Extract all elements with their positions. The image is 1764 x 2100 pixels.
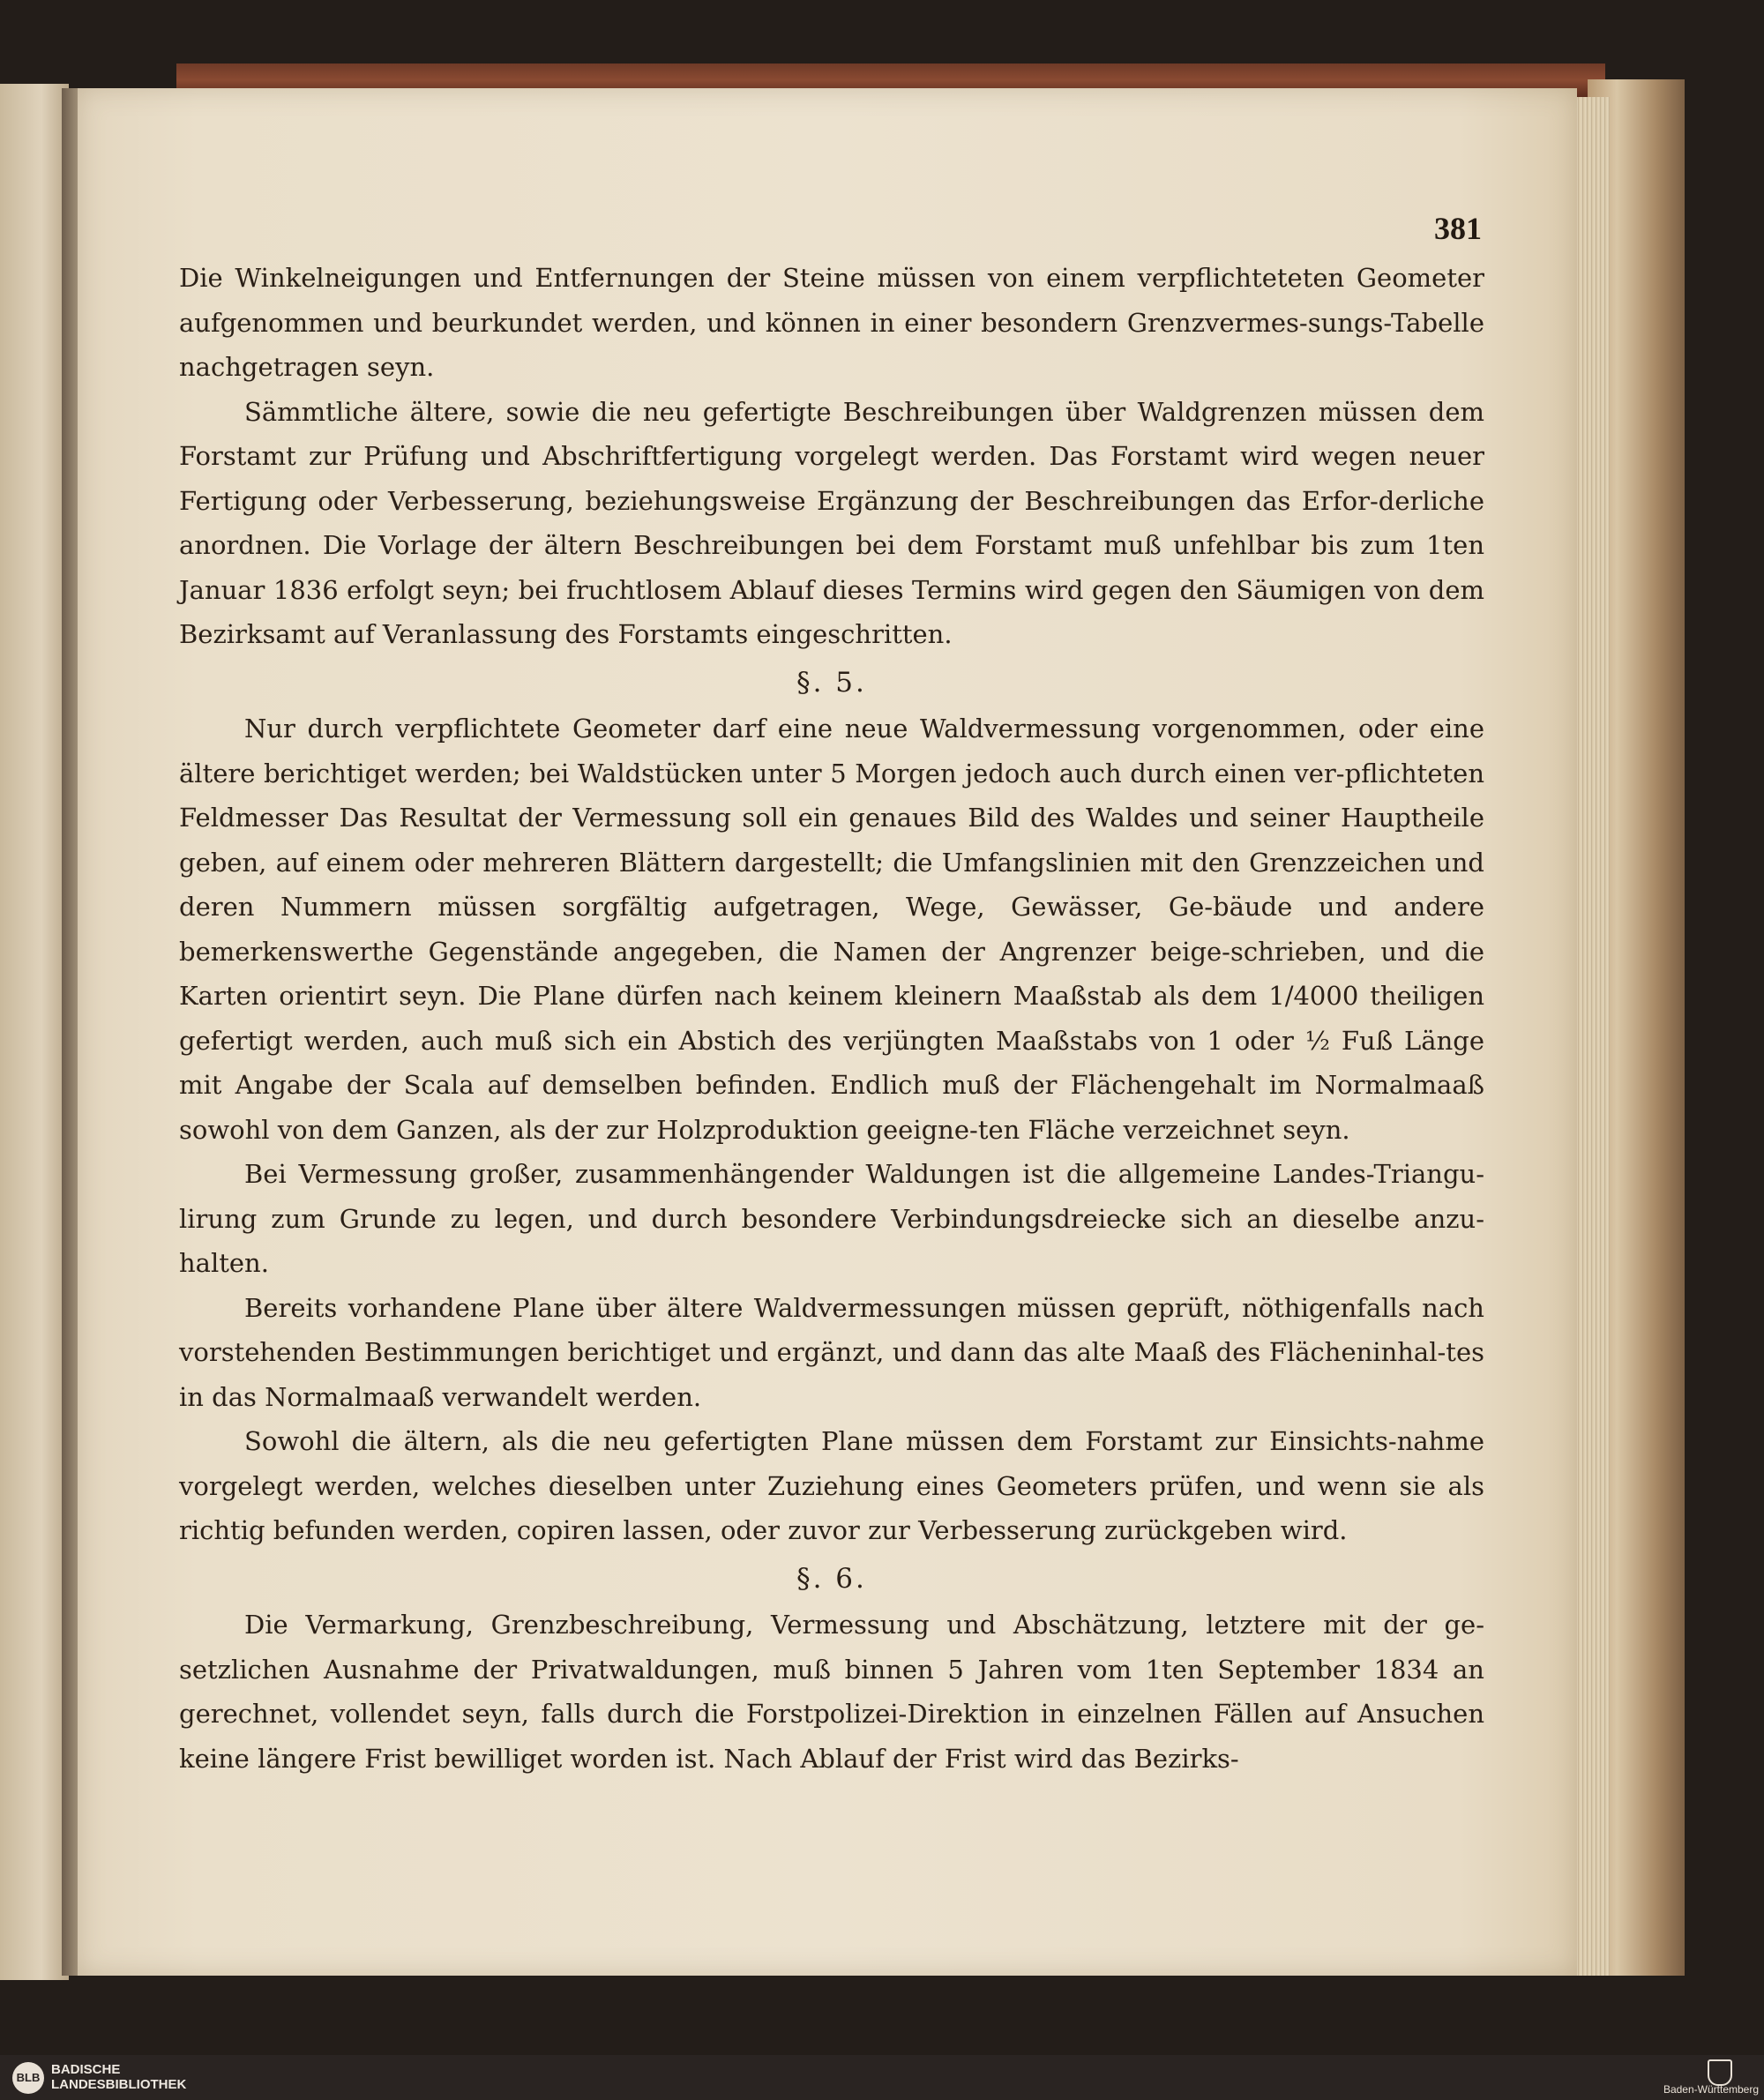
baden-wuerttemberg-label: Baden-Württemberg (1663, 2083, 1759, 2096)
page-body (179, 256, 1484, 1781)
paragraph: Sowohl die ältern, als die neu gefertigten Plane müssen dem Forstamt zur Einsichts-nahme vorgelegt werden, welches dieselben unter Zuziehung eines Geometers prüfen, und wenn sie als richtig befunden werden, copiren lassen, oder zuvor zur Verbesserung zurückgeben wird. (179, 1426, 1484, 1545)
section-heading-6: §. 6. (796, 1562, 867, 1595)
footer-bar (0, 2055, 1764, 2100)
paragraph: Bei Vermessung großer, zusammenhängender Waldungen ist die allgemeine Landes-Triangu-lirung zum Grunde zu legen, und durch besondere Verbindungsdreiecke sich an dieselbe anzu-halten. (179, 1159, 1484, 1278)
paragraph: Bereits vorhandene Plane über ältere Waldvermessungen müssen geprüft, nöthigenfalls nach vorstehenden Bestimmungen berichtiget und ergänzt, und dann das alte Maaß des Flächeninhal-tes in das Normalmaaß verwandelt werden. (179, 1292, 1484, 1412)
coat-of-arms-icon (1708, 2059, 1732, 2086)
left-page-edge (0, 84, 69, 1980)
library-name-line1: BADISCHE (51, 2062, 121, 2077)
library-name-line2: LANDESBIBLIOTHEK (51, 2077, 187, 2092)
paragraph: Sämmtliche ältere, sowie die neu gefertigte Beschreibungen über Waldgrenzen müssen dem Forstamt zur Prüfung und Abschriftfertigung vorgelegt werden. Das Forstamt wird wegen neuer Fertigung oder Verbesserung, beziehungsweise Ergänzung der Beschreibungen das Erfor-derliche anordnen. Die Vorlage der ältern Beschreibungen bei dem Forstamt muß unfehlbar bis zum 1ten Januar 1836 erfolgt seyn; bei fruchtlosem Ablauf dieses Termins wird gegen den Säumigen von dem Bezirksamt auf Veranlassung des Forstamts eingeschritten. (179, 396, 1484, 649)
paragraph: Die Vermarkung, Grenzbeschreibung, Vermessung und Abschätzung, letztere mit der ge-setzlichen Ausnahme der Privatwaldungen, muß binnen 5 Jahren vom 1ten September 1834 an gerechnet, vollendet seyn, falls durch die Forstpolizei-Direktion in einzelnen Fällen auf Ansuchen keine längere Frist bewilliget worden ist. Nach Ablauf der Frist wird das Bezirks- (179, 1610, 1484, 1774)
section-heading-5: §. 5. (796, 666, 867, 699)
page-number: 381 (1434, 211, 1482, 246)
paragraph: Nur durch verpflichtete Geometer darf eine neue Waldvermessung vorgenommen, oder eine ältere berichtiget werden; bei Waldstücken unter 5 Morgen jedoch auch durch einen ver-pflichteten Feldmesser Das Resultat der Vermessung soll ein genaues Bild des Waldes und seiner Hauptheile geben, auf einem oder mehreren Blättern dargestellt; die Umfangslinien mit den Grenzzeichen und deren Nummern müssen sorgfältig aufgetragen, Wege, Gewässer, Ge-bäude und andere bemerkenswerthe Gegenstände angegeben, die Namen der Angrenzer beige-schrieben, und die Karten orientirt seyn. Die Plane dürfen nach keinem kleinern Maaßstab als dem 1/4000 theiligen gefertigt werden, auch muß sich ein Abstich des verjüngten Maaßstabs von 1 oder ½ Fuß Länge mit Angabe der Scala auf demselben befinden. Endlich muß der Flächengehalt im Normalmaaß sowohl von dem Ganzen, als der zur Holzproduktion geeigne-ten Fläche verzeichnet seyn. (179, 714, 1484, 1145)
book-page (78, 88, 1577, 1976)
blb-logo-icon[interactable]: BLB (12, 2062, 44, 2094)
library-name (51, 2062, 186, 2092)
paragraph: Die Winkelneigungen und Entfernungen der Steine müssen von einem verpflichteteten Geometer aufgenommen und beurkundet werden, und können in einer besondern Grenzvermes-sungs-Tabelle nachgetragen seyn. (179, 263, 1484, 382)
